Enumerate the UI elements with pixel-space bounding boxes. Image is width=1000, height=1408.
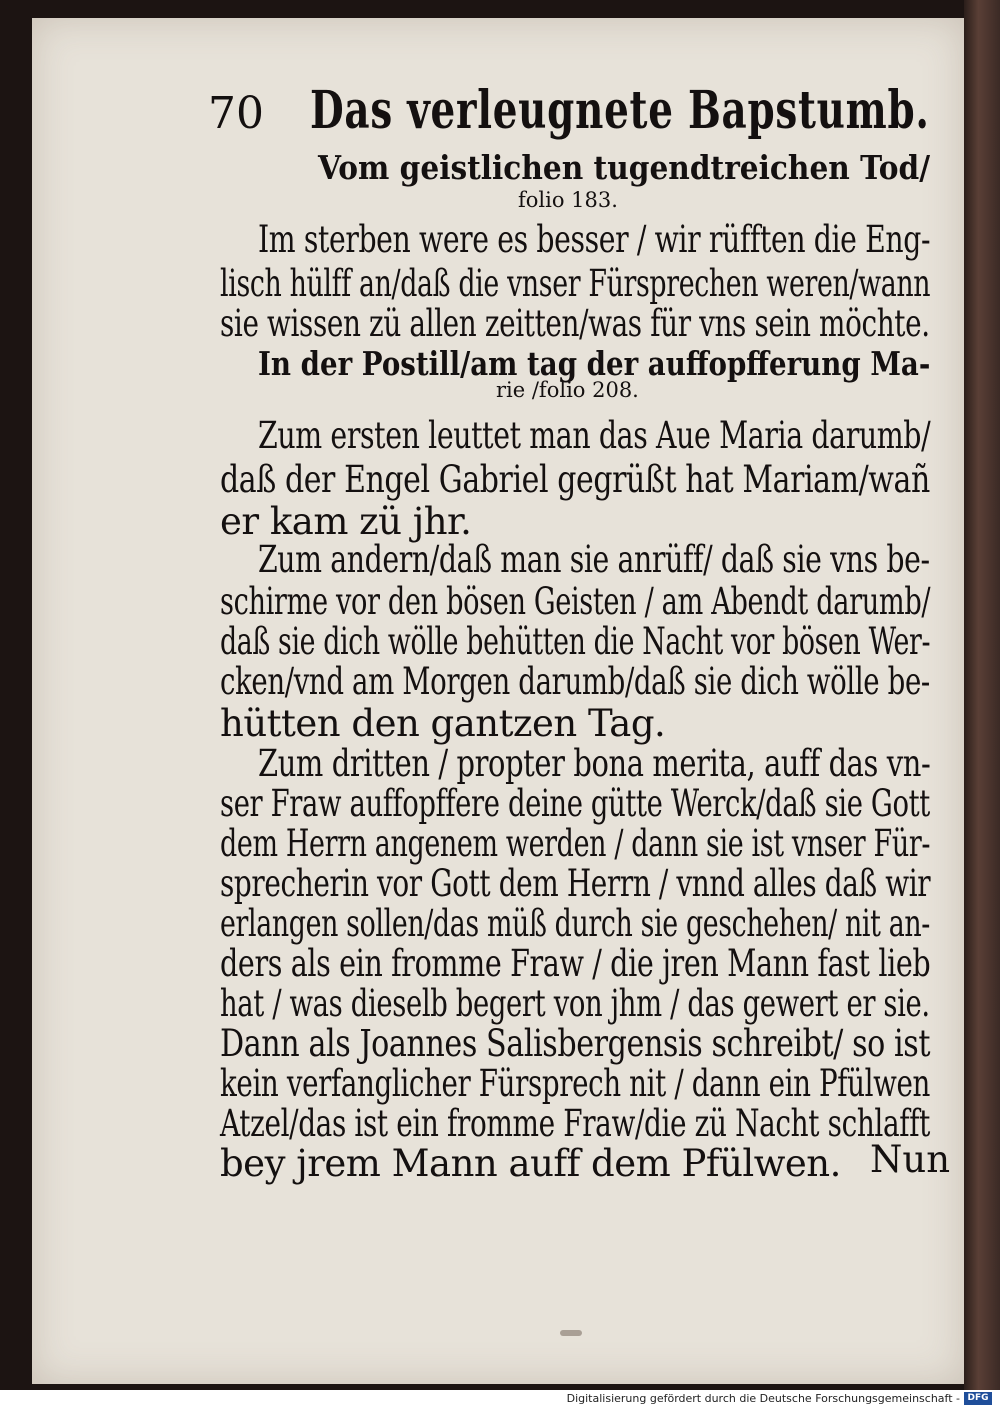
text-line: bey jrem Mann auff dem Pfülwen. [220,1142,841,1185]
text-line: erlangen sollen/das müß durch sie geschehen/ nit an- [220,902,930,945]
text-line: lisch hülff an/daß die vnser Fürsprechen weren/wann [220,262,931,305]
text-line: hütten den gantzen Tag. [220,702,666,745]
text-line: schirme vor den bösen Geisten / am Abendt darumb/ [220,580,931,623]
text-line: daß der Engel Gabriel gegrüßt hat Mariam/wañ [220,458,930,501]
funding-note: Digitalisierung gefördert durch die Deutsche Forschungsgemeinschaft - [566,1392,960,1405]
page-blemish [560,1330,582,1336]
text-line: ser Fraw auffopffere deine gütte Werck/daß sie Gott [220,782,930,825]
page-number: 70 [208,88,264,139]
text-line: daß sie dich wölle behütten die Nacht vor bösen Wer- [220,620,931,663]
text-line: er kam zü jhr. [220,500,472,543]
dfg-logo-icon: DFG [964,1392,992,1405]
text-line: Dann als Joannes Salisbergensis schreibt/ so ist [220,1022,931,1065]
text-line: sie wissen zü allen zeitten/was für vns sein möchte. [220,302,930,345]
citation-2: rie /folio 208. [496,378,639,402]
text-line: ders als ein fromme Fraw / die jren Mann fast lieb [220,942,931,985]
text-line: Atzel/das ist ein fromme Fraw/die zü Nacht schlafft [220,1102,930,1145]
catchword: Nun [870,1138,951,1181]
text-line: Zum dritten / propter bona merita, auff das vn- [258,742,931,785]
text-line: Zum ersten leuttet man das Aue Maria darumb/ [258,414,931,457]
text-line: kein verfanglicher Fürsprech nit / dann ein Pfülwen [220,1062,930,1105]
running-head: Das verleugnete Bapstumb. [310,80,930,141]
text-line: dem Herrn angenem werden / dann sie ist vnser Für- [220,822,931,865]
text-line: cken/vnd am Morgen darumb/daß sie dich wölle be- [220,660,930,703]
section-heading-1: Vom geistlichen tugendtreichen Tod/ [318,148,931,187]
text-line: Zum andern/daß man sie anrüff/ daß sie vns be- [258,538,930,581]
section-heading-2: In der Postill/am tag der auffopfferung Ma- [258,344,931,383]
book-edge [964,0,1000,1390]
citation-1: folio 183. [518,188,618,212]
text-line: Im sterben were es besser / wir rüfften die Eng- [258,218,931,261]
footer-bar [0,1390,1000,1408]
text-line: sprecherin vor Gott dem Herrn / vnnd alles daß wir [220,862,931,905]
text-line: hat / was dieselb begert von jhm / das gewert er sie. [220,982,930,1025]
